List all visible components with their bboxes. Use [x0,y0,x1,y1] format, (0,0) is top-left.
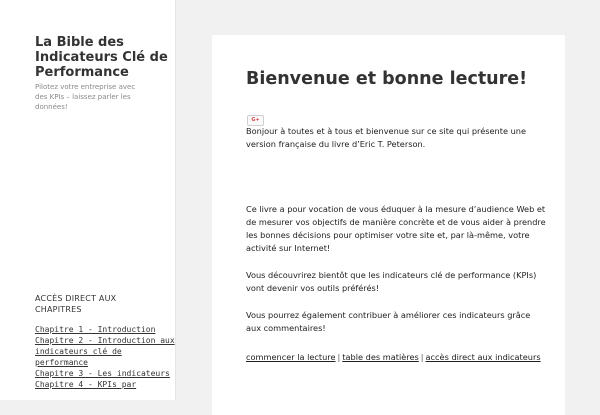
google-plus-button[interactable]: G+ [247,115,264,126]
purpose-paragraph: Ce livre a pour vocation de vous éduquer à la mesure d’audience Web et de mesurer vos objectifs de manière concrète et de vous aider à prendre les bonnes décisions pour optimiser votre site et, par là-même, votre activité sur Internet! [246,204,546,253]
list-item [35,335,175,368]
link-separator: | [337,352,341,362]
direct-indicators-link[interactable]: accès direct aux indicateurs [425,352,541,362]
intro-paragraph: Bonjour à toutes et à tous et bienvenue sur ce site qui présente une version française du livre d’Eric T. Peterson. [246,126,526,149]
kpi-paragraph: Vous découvrirez bientôt que les indicateurs clé de performance (KPIs) vont devenir vos outils préférés! [246,270,537,293]
comments-paragraph: Vous pourrez également contribuer à améliorer ces indicateurs grâce aux commentaires! [246,310,531,333]
chapter-2-link[interactable]: Chapitre 2 - Introduction aux indicateurs clé de performance [35,336,175,367]
site-description: Pilotez votre entreprise avec des KPIs – laissez parler les données! [35,83,136,111]
page-title: Bienvenue et bonne lecture! [246,69,528,89]
chapter-4-link[interactable]: Chapitre 4 - KPIs par [35,380,137,389]
link-separator: | [420,352,424,362]
sidebar [0,0,176,400]
content-card [212,35,565,415]
chapter-3-link[interactable]: Chapitre 3 - Les indicateurs [35,369,170,378]
list-item [35,379,175,390]
quick-links [246,351,556,364]
table-of-contents-link[interactable]: table des matières [342,352,419,362]
start-reading-link[interactable]: commencer la lecture [246,352,336,362]
list-item [35,368,175,379]
chapters-widget-title: ACCÈS DIRECT AUX CHAPITRES [35,294,117,314]
chapter-list [35,324,175,390]
chapter-1-link[interactable]: Chapitre 1 - Introduction [35,325,156,334]
site-title-link[interactable]: La Bible des Indicateurs Clé de Performance [35,35,168,80]
list-item [35,324,175,335]
